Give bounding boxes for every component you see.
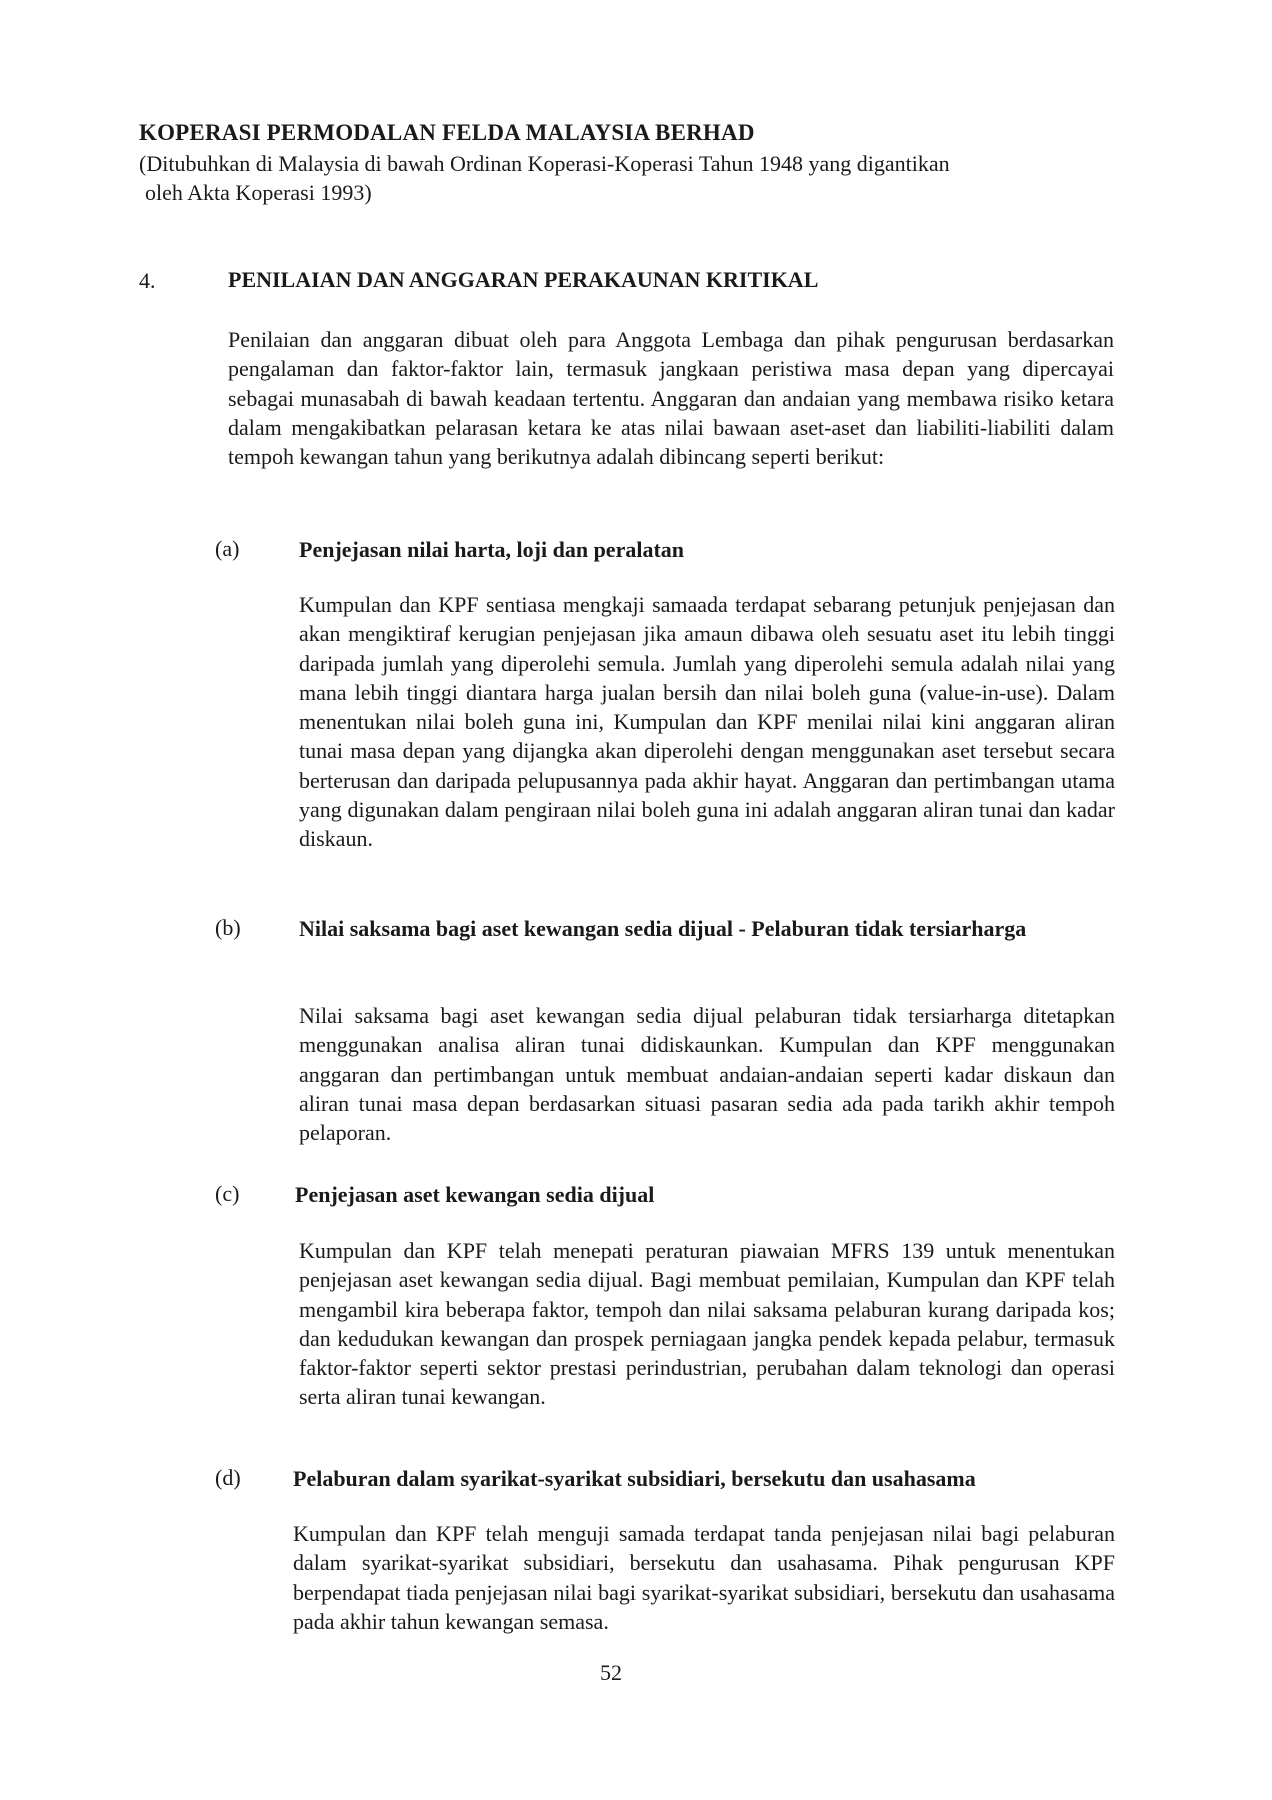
section-title: PENILAIAN DAN ANGGARAN PERAKAUNAN KRITIKAL: [228, 267, 819, 292]
item-title-d: Pelaburan dalam syarikat-syarikat subsidiari, bersekutu dan usahasama: [293, 1466, 976, 1491]
subtitle-line-1: (Ditubuhkan di Malaysia di bawah Ordinan Koperasi-Koperasi Tahun 1948 yang digantikan: [139, 151, 950, 176]
subtitle-line-2: oleh Akta Koperasi 1993): [145, 180, 372, 205]
section-intro: Penilaian dan anggaran dibuat oleh para Anggota Lembaga dan pihak pengurusan berdasarkan pengalaman dan faktor-faktor lain, termasuk jangkaan peristiwa masa depan yang dipercayai sebagai munasabah di bawah keadaan tertentu. Anggaran dan andaian yang membawa risiko ketara dalam mengakibatkan pelarasan ketara ke atas nilai bawaan aset-aset dan liabiliti-liabiliti dalam tempoh kewangan tahun yang berikutnya adalah dibincang seperti berikut:: [228, 327, 1114, 470]
item-body-b: Nilai saksama bagi aset kewangan sedia dijual pelaburan tidak tersiarharga ditetapkan menggunakan analisa aliran tunai didiskaunkan. Kumpulan dan KPF menggunakan anggaran dan pertimbangan untuk membuat andaian-andaian seperti kadar diskaun dan aliran tunai masa depan berdasarkan situasi pasaran sedia ada pada tarikh akhir tempoh pelaporan.: [299, 1003, 1115, 1146]
item-title-b: Nilai saksama bagi aset kewangan sedia dijual - Pelaburan tidak tersiarharga: [299, 916, 1027, 941]
item-label-a: (a): [215, 536, 240, 561]
section-number: 4.: [139, 268, 156, 293]
item-body-a: Kumpulan dan KPF sentiasa mengkaji samaada terdapat sebarang petunjuk penjejasan dan akan mengiktiraf kerugian penjejasan jika amaun dibawa oleh sesuatu aset itu lebih tinggi daripada jumlah yang diperolehi semula. Jumlah yang diperolehi semula adalah nilai yang mana lebih tinggi diantara harga jualan bersih dan nilai boleh guna (value-in-use). Dalam menentukan nilai boleh guna ini, Kumpulan dan KPF menilai nilai kini anggaran aliran tunai masa depan yang dijangka akan diperolehi dengan menggunakan aset tersebut secara berterusan dan daripada pelupusannya pada akhir hayat. Anggaran dan pertimbangan utama yang digunakan dalam pengiraan nilai boleh guna ini adalah anggaran aliran tunai dan kadar diskaun.: [299, 592, 1115, 852]
page-number: 52: [600, 1660, 622, 1685]
item-label-d: (d): [215, 1465, 241, 1490]
organization-title: KOPERASI PERMODALAN FELDA MALAYSIA BERHAD: [139, 120, 755, 145]
item-title-c: Penjejasan aset kewangan sedia dijual: [295, 1182, 655, 1207]
item-label-c: (c): [215, 1181, 240, 1206]
item-label-b: (b): [215, 915, 241, 940]
organization-subtitle: [139, 149, 1119, 207]
item-title-a: Penjejasan nilai harta, loji dan peralatan: [299, 537, 685, 562]
item-body-c: Kumpulan dan KPF telah menepati peraturan piawaian MFRS 139 untuk menentukan penjejasan aset kewangan sedia dijual. Bagi membuat pemilaian, Kumpulan dan KPF telah mengambil kira beberapa faktor, tempoh dan nilai saksama pelaburan kurang daripada kos; dan kedudukan kewangan dan prospek perniagaan jangka pendek kepada pelabur, termasuk faktor-faktor seperti sektor prestasi perindustrian, perubahan dalam teknologi dan operasi serta aliran tunai kewangan.: [299, 1238, 1115, 1410]
item-body-d: Kumpulan dan KPF telah menguji samada terdapat tanda penjejasan nilai bagi pelaburan dalam syarikat-syarikat subsidiari, bersekutu dan usahasama. Pihak pengurusan KPF berpendapat tiada penjejasan nilai bagi syarikat-syarikat subsidiari, bersekutu dan usahasama pada akhir tahun kewangan semasa.: [293, 1521, 1115, 1634]
